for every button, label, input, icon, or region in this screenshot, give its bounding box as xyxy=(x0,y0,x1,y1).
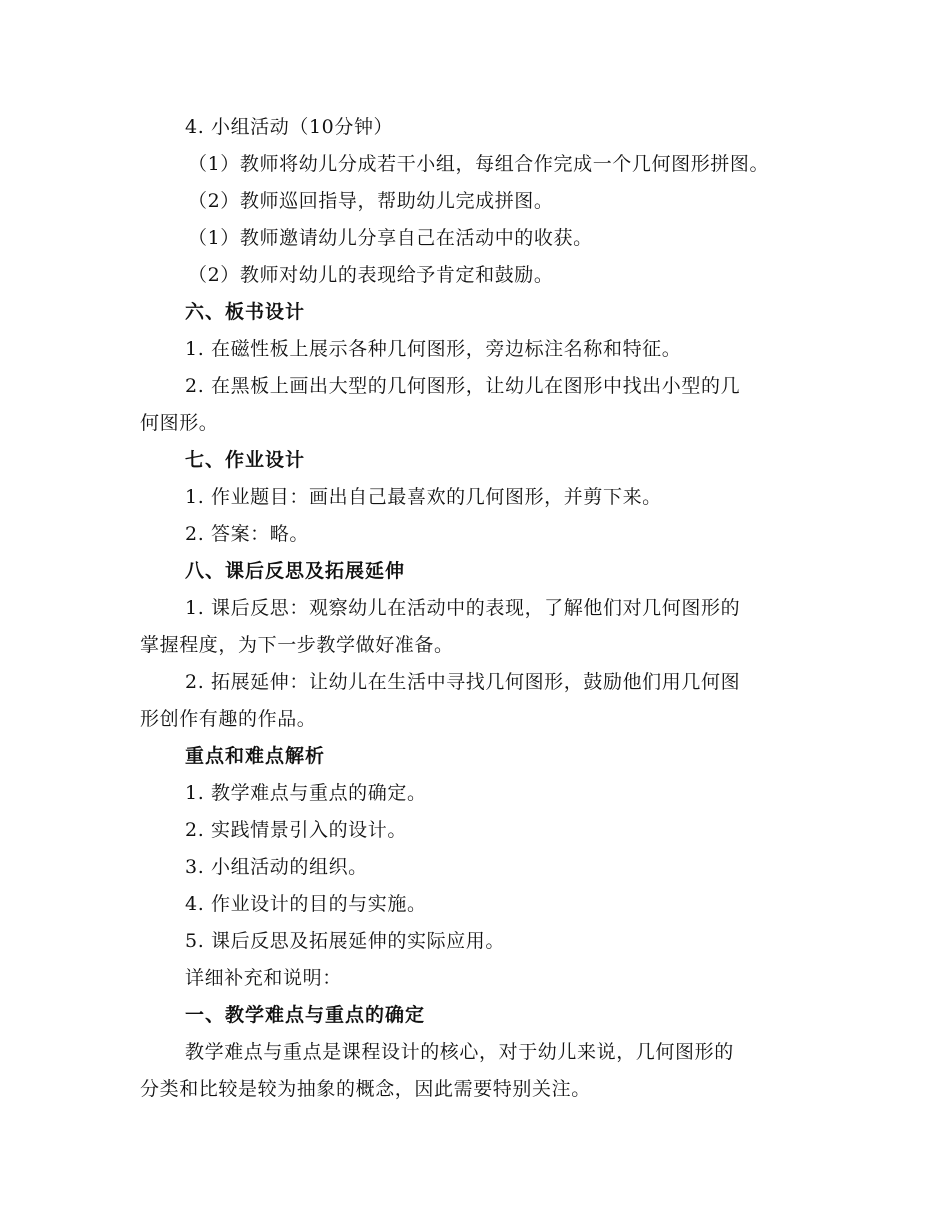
section-heading-board-design: 六、板书设计 xyxy=(185,301,306,323)
paragraph-line: 2. 在黑板上画出大型的几何图形，让幼儿在图形中找出小型的几 xyxy=(185,375,741,397)
section-heading-difficulty: 一、教学难点与重点的确定 xyxy=(185,1004,426,1026)
paragraph-line: 掌握程度，为下一步教学做好准备。 xyxy=(140,634,454,656)
paragraph-line: 形创作有趣的作品。 xyxy=(140,708,317,730)
paragraph-line: （1）教师将幼儿分成若干小组，每组合作完成一个几何图形拼图。 xyxy=(188,153,770,175)
paragraph-line: 1. 作业题目：画出自己最喜欢的几何图形，并剪下来。 xyxy=(185,486,662,508)
paragraph-line: （2）教师对幼儿的表现给予肯定和鼓励。 xyxy=(188,264,554,286)
section-heading-homework: 七、作业设计 xyxy=(185,449,306,471)
paragraph-line: 1. 在磁性板上展示各种几何图形，旁边标注名称和特征。 xyxy=(185,338,682,360)
paragraph-line: 教学难点与重点是课程设计的核心，对于幼儿来说，几何图形的 xyxy=(185,1041,734,1063)
activity-heading: 4. 小组活动（10分钟） xyxy=(185,116,394,138)
section-heading-key-points: 重点和难点解析 xyxy=(185,745,326,767)
list-item: 4. 作业设计的目的与实施。 xyxy=(185,893,427,915)
list-item: 3. 小组活动的组织。 xyxy=(185,856,368,878)
paragraph-line: 2. 拓展延伸：让幼儿在生活中寻找几何图形，鼓励他们用几何图 xyxy=(185,671,741,693)
paragraph-line: （1）教师邀请幼儿分享自己在活动中的收获。 xyxy=(188,227,593,249)
paragraph-line: 1. 课后反思：观察幼儿在活动中的表现，了解他们对几何图形的 xyxy=(185,597,741,619)
section-heading-reflection: 八、课后反思及拓展延伸 xyxy=(185,560,406,582)
paragraph-line: 分类和比较是较为抽象的概念，因此需要特别关注。 xyxy=(140,1078,591,1100)
list-item: 1. 教学难点与重点的确定。 xyxy=(185,782,427,804)
list-item: 5. 课后反思及拓展延伸的实际应用。 xyxy=(185,930,505,952)
list-item: 2. 实践情景引入的设计。 xyxy=(185,819,407,841)
paragraph-line: （2）教师巡回指导，帮助幼儿完成拼图。 xyxy=(188,190,554,212)
paragraph-line: 何图形。 xyxy=(140,412,219,434)
paragraph-line: 2. 答案：略。 xyxy=(185,523,309,545)
supplement-label: 详细补充和说明： xyxy=(185,967,342,989)
